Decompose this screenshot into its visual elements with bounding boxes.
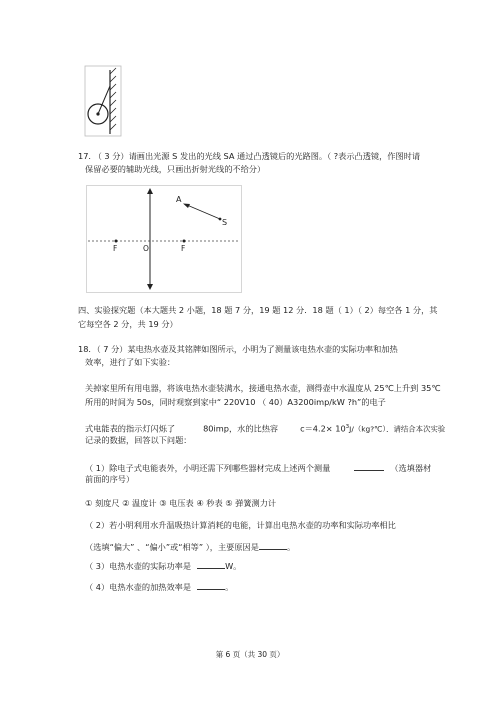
sub3-answer-blank[interactable]: [197, 559, 225, 569]
q18-sub1-line2: 前面的序号）: [85, 474, 135, 484]
sub1-answer-blank[interactable]: [354, 461, 384, 471]
sub2-end: 。: [286, 542, 296, 552]
sub2-answer-blank[interactable]: [259, 540, 287, 550]
q17-line1: 17. （ 3 分）请画出光源 S 发出的光线 SA 通过凸透镜后的光路图。（ ?表示凸透镜，作图时请: [78, 151, 421, 161]
q18-intro-line1: 18．（ 7 分）某电热水壶及其铭牌如图所示，小明为了测量该电热水壶的实际功率和加热: [78, 344, 398, 354]
p3-sup: 3: [345, 424, 350, 430]
page-footer: 第 6 页（共 30 页）: [215, 650, 285, 659]
q18-sub1: [85, 461, 431, 474]
sub1-hint: （选填器材: [390, 463, 432, 473]
top-figure: [84, 64, 124, 138]
p3-part-c: c＝4.2× 10: [300, 423, 346, 434]
label-f-right: F: [181, 244, 186, 253]
label-a: A: [176, 195, 182, 204]
p3-part-d: J/（kg?℃）．请结合本次实验: [349, 424, 446, 434]
q18-para-line1: 关掉家里所有用电器，将该电热水壶装满水，接通电热水壶，测得壶中水温度从 25℃上升到 35℃: [85, 383, 441, 393]
sub4-answer-blank[interactable]: [197, 580, 225, 590]
q18-intro-line2: 效率，进行了如下实验：: [85, 357, 176, 367]
q18-sub2-line2: [85, 540, 295, 553]
q18-para-line3: [85, 422, 445, 435]
sub3-text: （ 3）电热水壶的实际功率是: [85, 561, 192, 571]
lens-diagram: [86, 185, 246, 293]
q17-line2: 保留必要的辅助光线，只画出折射光线的不给分）: [85, 164, 266, 174]
section4-line2: 它每空各 2 分，共 19 分）: [78, 319, 178, 329]
q18-sub4: [85, 580, 233, 593]
sub4-end: 。: [225, 582, 234, 592]
q18-sub2-line1: （ 2）若小明利用水升温吸热计算消耗的电能，计算出电热水壶的功率和实际功率相比: [85, 520, 396, 530]
q18-sub3: [85, 559, 241, 572]
label-s: S: [222, 218, 228, 227]
sub4-text: （ 4）电热水壶的加热效率是: [85, 582, 192, 592]
label-f-left: F: [113, 244, 118, 253]
p3-part-b: 80imp，水的比热容: [203, 423, 279, 434]
q18-para-line2: 所用的时间为 50s，同时观察到家中“ 220V10 （ 40）A3200imp/kW ?h”的电子: [85, 397, 386, 407]
q18-options: ① 刻度尺 ② 温度计 ③ 电压表 ④ 秒表 ⑤ 弹簧测力计: [85, 498, 277, 508]
p3-part-a: 式电能表的指示灯闪烁了: [85, 423, 176, 434]
q18-para-line4: 记录的数据，回答以下问题：: [85, 435, 192, 445]
label-o: O: [143, 244, 149, 253]
sub3-unit: W。: [225, 561, 242, 571]
sub2-hint: （选填“偏大” 、“偏小”或“相等” ），主要原因是: [85, 542, 259, 552]
sub1-text: （ 1）除电子式电能表外，小明还需下列哪些器材完成上述两个测量: [85, 463, 331, 473]
section4-line1: 四、实验探究题（本大题共 2 小题，18 题 7 分，19 题 12 分．18 题（ 1）（ 2）每空各 1 分，其: [78, 305, 438, 315]
